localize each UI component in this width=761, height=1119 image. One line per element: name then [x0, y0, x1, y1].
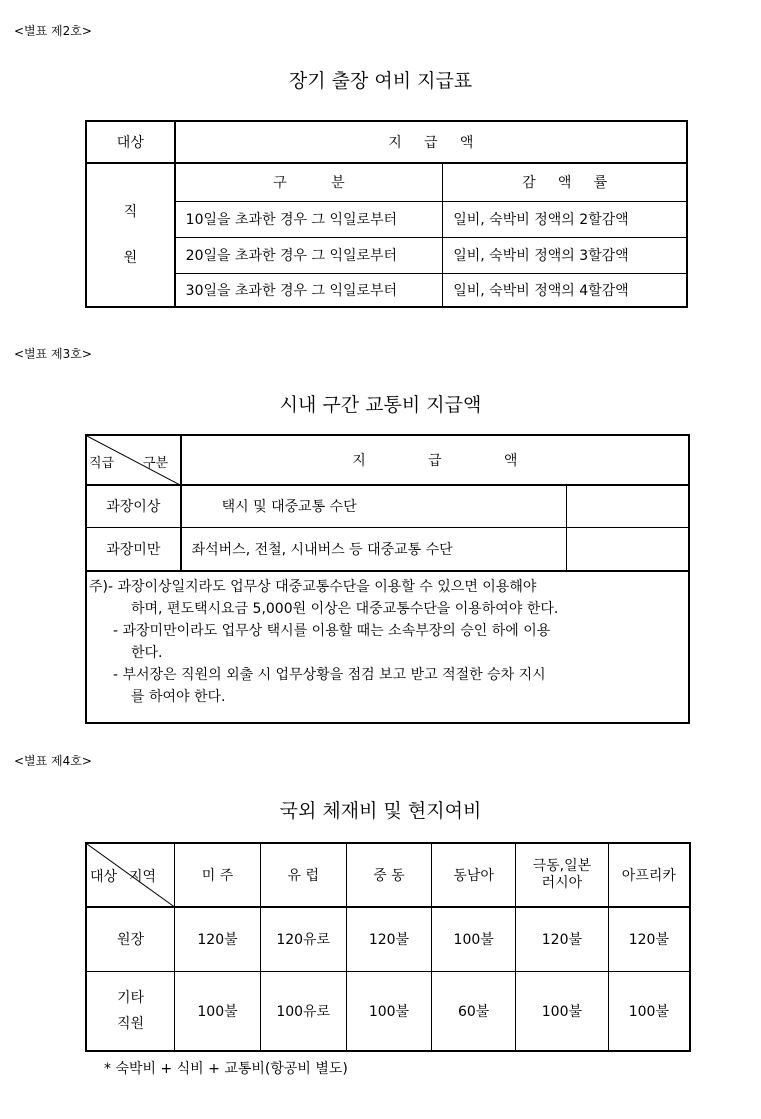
note-line-1: 주)- 과장이상일지라도 업무상 대중교통수단을 이용할 수 있으면 이용해야	[89, 579, 537, 595]
reduction-cell: 일비, 숙박비 정액의 3할감액	[443, 237, 687, 273]
row-label-line-2: 직원	[117, 1015, 145, 1032]
region-header: 미 주	[175, 843, 261, 907]
region-header: 유 럽	[260, 843, 346, 907]
long-trip-table	[85, 120, 688, 308]
header-diagonal-cell	[86, 435, 181, 485]
header-amount: 지 급 액	[181, 435, 689, 485]
division-cell: 20일을 초과한 경우 그 익일로부터	[175, 237, 443, 273]
header-region: 지역	[129, 869, 157, 885]
value-cell: 120유로	[260, 907, 346, 971]
overseas-table	[85, 842, 691, 1052]
header-diagonal-cell	[86, 843, 175, 907]
region-header	[516, 843, 609, 907]
footnote: * 숙박비 + 식비 + 교통비(항공비 별도)	[104, 1061, 348, 1077]
grade-cell: 과장미만	[86, 527, 181, 571]
amount-cell: 택시 및 대중교통 수단	[181, 485, 567, 527]
section3-label: <별표 제3호>	[14, 347, 92, 361]
row-label	[86, 971, 175, 1051]
region-header-line-2: 러시아	[541, 875, 583, 891]
header-grade: 직급	[89, 456, 115, 471]
header-target: 대상	[90, 869, 118, 885]
section2-title: 장기 출장 여비 지급표	[288, 70, 473, 92]
note-cell	[86, 571, 689, 723]
value-cell: 120불	[175, 907, 261, 971]
value-cell: 100불	[608, 971, 690, 1051]
row-label-line-1: 기타	[117, 989, 145, 1006]
grade-cell: 과장이상	[86, 485, 181, 527]
value-cell: 120불	[608, 907, 690, 971]
section2-label: <별표 제2호>	[14, 24, 92, 38]
row-label: 원장	[86, 907, 175, 971]
note-line-5: - 부서장은 직원의 외출 시 업무상황을 점검 보고 받고 적절한 승차 지시	[113, 667, 546, 683]
reduction-cell: 일비, 숙박비 정액의 4할감액	[443, 273, 687, 307]
value-cell: 120불	[516, 907, 609, 971]
target-char-2: 원	[123, 250, 138, 266]
empty-cell	[566, 527, 689, 571]
section4-label: <별표 제4호>	[14, 754, 92, 768]
reduction-cell: 일비, 숙박비 정액의 2할감액	[443, 201, 687, 237]
region-header: 동남아	[432, 843, 516, 907]
header-division: 구분	[143, 456, 169, 471]
empty-cell	[566, 485, 689, 527]
value-cell: 120불	[346, 907, 432, 971]
section4-title: 국외 체재비 및 현지여비	[279, 800, 482, 822]
sub-header-division: 구 분	[175, 163, 443, 201]
sub-header-reduction: 감 액 률	[443, 163, 687, 201]
header-target: 대상	[86, 121, 175, 163]
target-char-1: 직	[123, 204, 138, 220]
note-line-3: - 과장미만이라도 업무상 택시를 이용할 때는 소속부장의 승인 하에 이용	[113, 623, 551, 639]
value-cell: 100불	[432, 907, 516, 971]
region-header: 중 동	[346, 843, 432, 907]
city-transport-table	[85, 434, 690, 724]
value-cell: 100불	[175, 971, 261, 1051]
section3-title: 시내 구간 교통비 지급액	[279, 394, 482, 416]
header-amount: 지 급 액	[175, 121, 687, 163]
amount-cell: 좌석버스, 전철, 시내버스 등 대중교통 수단	[181, 527, 567, 571]
value-cell: 100유로	[260, 971, 346, 1051]
note-line-2: 하며, 편도택시요금 5,000원 이상은 대중교통수단을 이용하여야 한다.	[131, 601, 559, 617]
target-cell	[86, 163, 175, 307]
division-cell: 30일을 초과한 경우 그 익일로부터	[175, 273, 443, 307]
note-line-4: 한다.	[131, 645, 163, 661]
division-cell: 10일을 초과한 경우 그 익일로부터	[175, 201, 443, 237]
value-cell: 100불	[516, 971, 609, 1051]
region-header-line-1: 극동,일본	[532, 858, 592, 874]
value-cell: 100불	[346, 971, 432, 1051]
note-line-6: 를 하여야 한다.	[131, 689, 226, 705]
value-cell: 60불	[432, 971, 516, 1051]
region-header: 아프리카	[608, 843, 690, 907]
